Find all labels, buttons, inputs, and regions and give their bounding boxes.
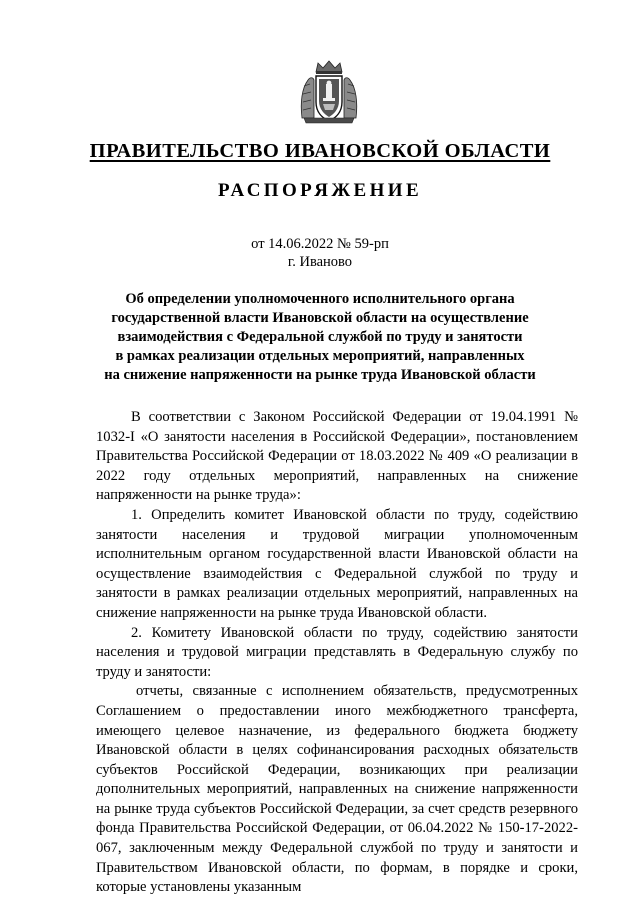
document-city: г. Иваново: [287, 254, 353, 270]
preamble-paragraph: В соответствии с Законом Российской Федерации от 19.04.1991 № 1032-I «О занятости населения в Российской Федерации», постановлением Правительства Российской Федерации от 18.03.2022 № 409 «О реализации в 2022 году отдельных мероприятий, направленных на снижение напряженности на рынке труда»:: [96, 409, 578, 504]
document-date-number: от 14.06.2022 № 59-рп: [251, 236, 389, 252]
heading-line: государственной власти Ивановской области на осуществление: [111, 310, 529, 326]
item-1-paragraph: 1. Определить комитет Ивановской области по труду, содействию занятости населения и трудовой миграции уполномоченным исполнительным органом государственной власти Ивановской области на осуществление взаимодействия с Федеральной службой по труду и занятости в рамках реализации отдельных мероприятий, направленных на снижение напряженности на рынке труда Ивановской области.: [96, 506, 578, 621]
ivanovo-coat-of-arms-icon: [298, 58, 360, 126]
heading-line: взаимодействия с Федеральной службой по труду и занятости: [117, 329, 523, 345]
heading-line: на снижение напряженности на рынке труда Ивановской области: [104, 367, 536, 383]
document-type: РАСПОРЯЖЕНИЕ: [217, 180, 423, 201]
heading-line: в рамках реализации отдельных мероприятий, направленных: [115, 348, 525, 364]
government-title: ПРАВИТЕЛЬСТВО ИВАНОВСКОЙ ОБЛАСТИ: [89, 140, 551, 162]
item-2-subparagraph: отчеты, связанные с исполнением обязательств, предусмотренных Соглашением о предоставлении иного межбюджетного трансферта, имеющего целевое назначение, из федерального бюджета бюджету Ивановской области в целях софинансирования расходных обязательств субъектов Российской Федерации, возникающих при реализации дополнительных мероприятий, направленных на снижение напряженности на рынке труда субъектов Российской Федерации, за счет средств резервного фонда Правительства Российской Федерации, от 06.04.2022 № 150-17-2022-067, заключенным между Федеральной службой по труду и занятости и Правительством Ивановской области, по формам, в порядке и сроки, которые установлены указанным: [96, 683, 578, 896]
document-body: [96, 408, 578, 898]
heading-line: Об определении уполномоченного исполнительного органа: [125, 291, 515, 307]
item-2-paragraph: 2. Комитету Ивановской области по труду, содействию занятости населения и трудовой миграции представлять в Федеральную службу по труду и занятости:: [96, 624, 578, 680]
document-heading: [90, 290, 550, 385]
